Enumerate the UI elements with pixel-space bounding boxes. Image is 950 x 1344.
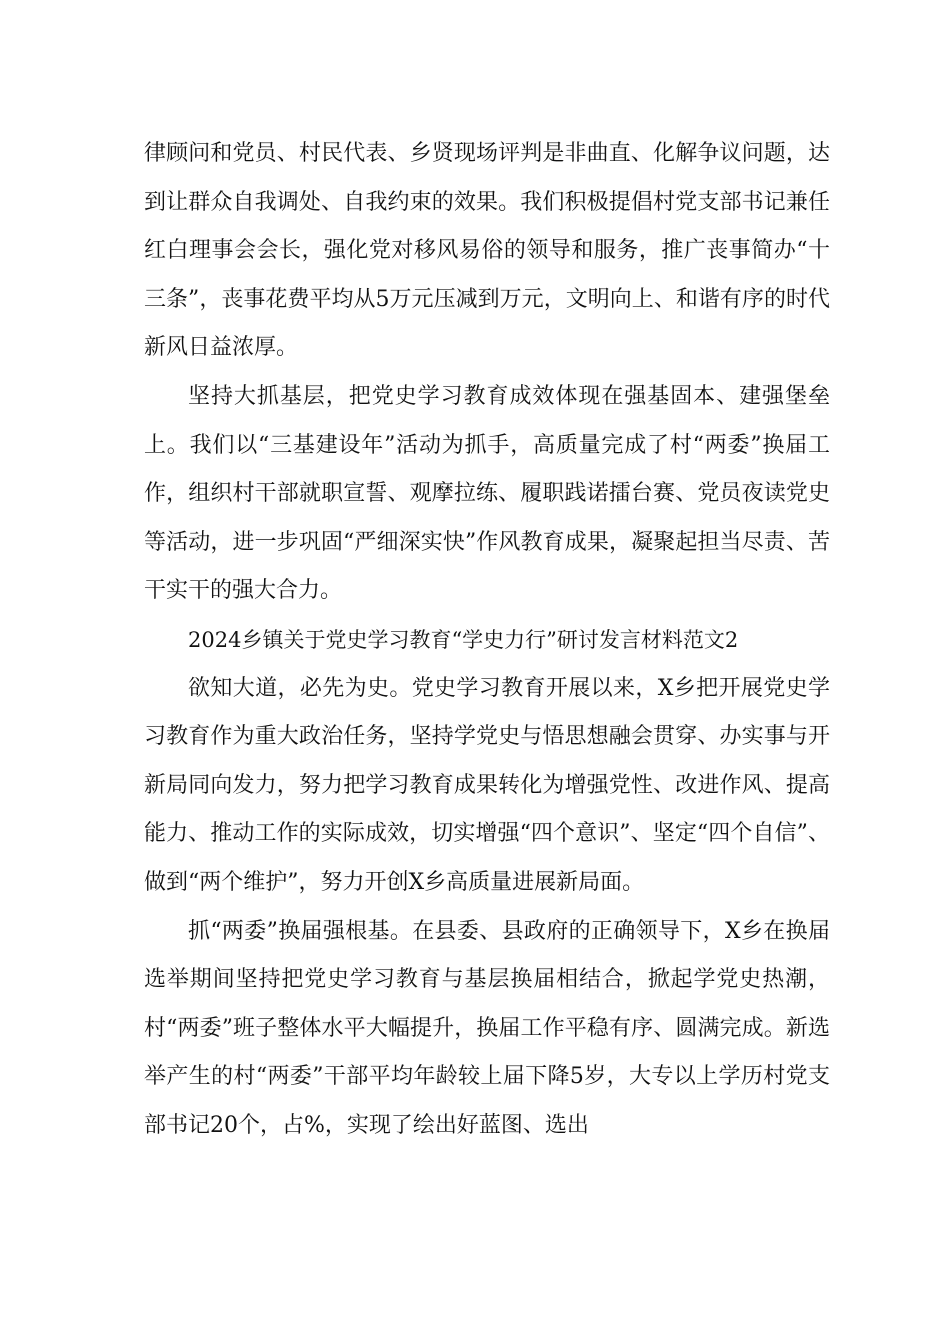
paragraph-intro: 欲知大道，必先为史。党史学习教育开展以来，X乡把开展党史学习教育作为重大政治任务，坚持学党史与悟思想融会贯穿、办实事与开新局同向发力，努力把学习教育成果转化为增强党性、改进作风、提高能力、推动工作的实际成效，切实增强“四个意识”、坚定“四个自信”、做到“两个维护”，努力开创X乡高质量进展新局面。 bbox=[144, 675, 830, 895]
paragraph-continuation: 律顾问和党员、村民代表、乡贤现场评判是非曲直、化解争议问题，达到让群众自我调处、自我约束的效果。我们积极提倡村党支部书记兼任红白理事会会长，强化党对移风易俗的领导和服务，推广丧事简办“十三条”，丧事花费平均从5万元压减到万元，文明向上、和谐有序的时代新风日益浓厚。 bbox=[144, 141, 830, 361]
paragraph-election: 抓“两委”换届强根基。在县委、县政府的正确领导下，X乡在换届选举期间坚持把党史学习教育与基层换届相结合，掀起学党史热潮，村“两委”班子整体水平大幅提升，换届工作平稳有序、圆满完成。新选举产生的村“两委”干部平均年龄较上届下降5岁，大专以上学历村党支部书记20个，占%，实现了绘出好蓝图、选出 bbox=[144, 918, 830, 1138]
section-heading: 2024乡镇关于党史学习教育“学史力行”研讨发言材料范文2 bbox=[188, 627, 739, 652]
paragraph-grassroots: 坚持大抓基层，把党史学习教育成效体现在强基固本、建强堡垒上。我们以“三基建设年”活动为抓手，高质量完成了村“两委”换届工作，组织村干部就职宣誓、观摩拉练、履职践诺擂台赛、党员夜读党史等活动，进一步巩固“严细深实快”作风教育成果，凝聚起担当尽责、苦干实干的强大合力。 bbox=[144, 383, 830, 604]
document-body bbox=[144, 130, 830, 1150]
